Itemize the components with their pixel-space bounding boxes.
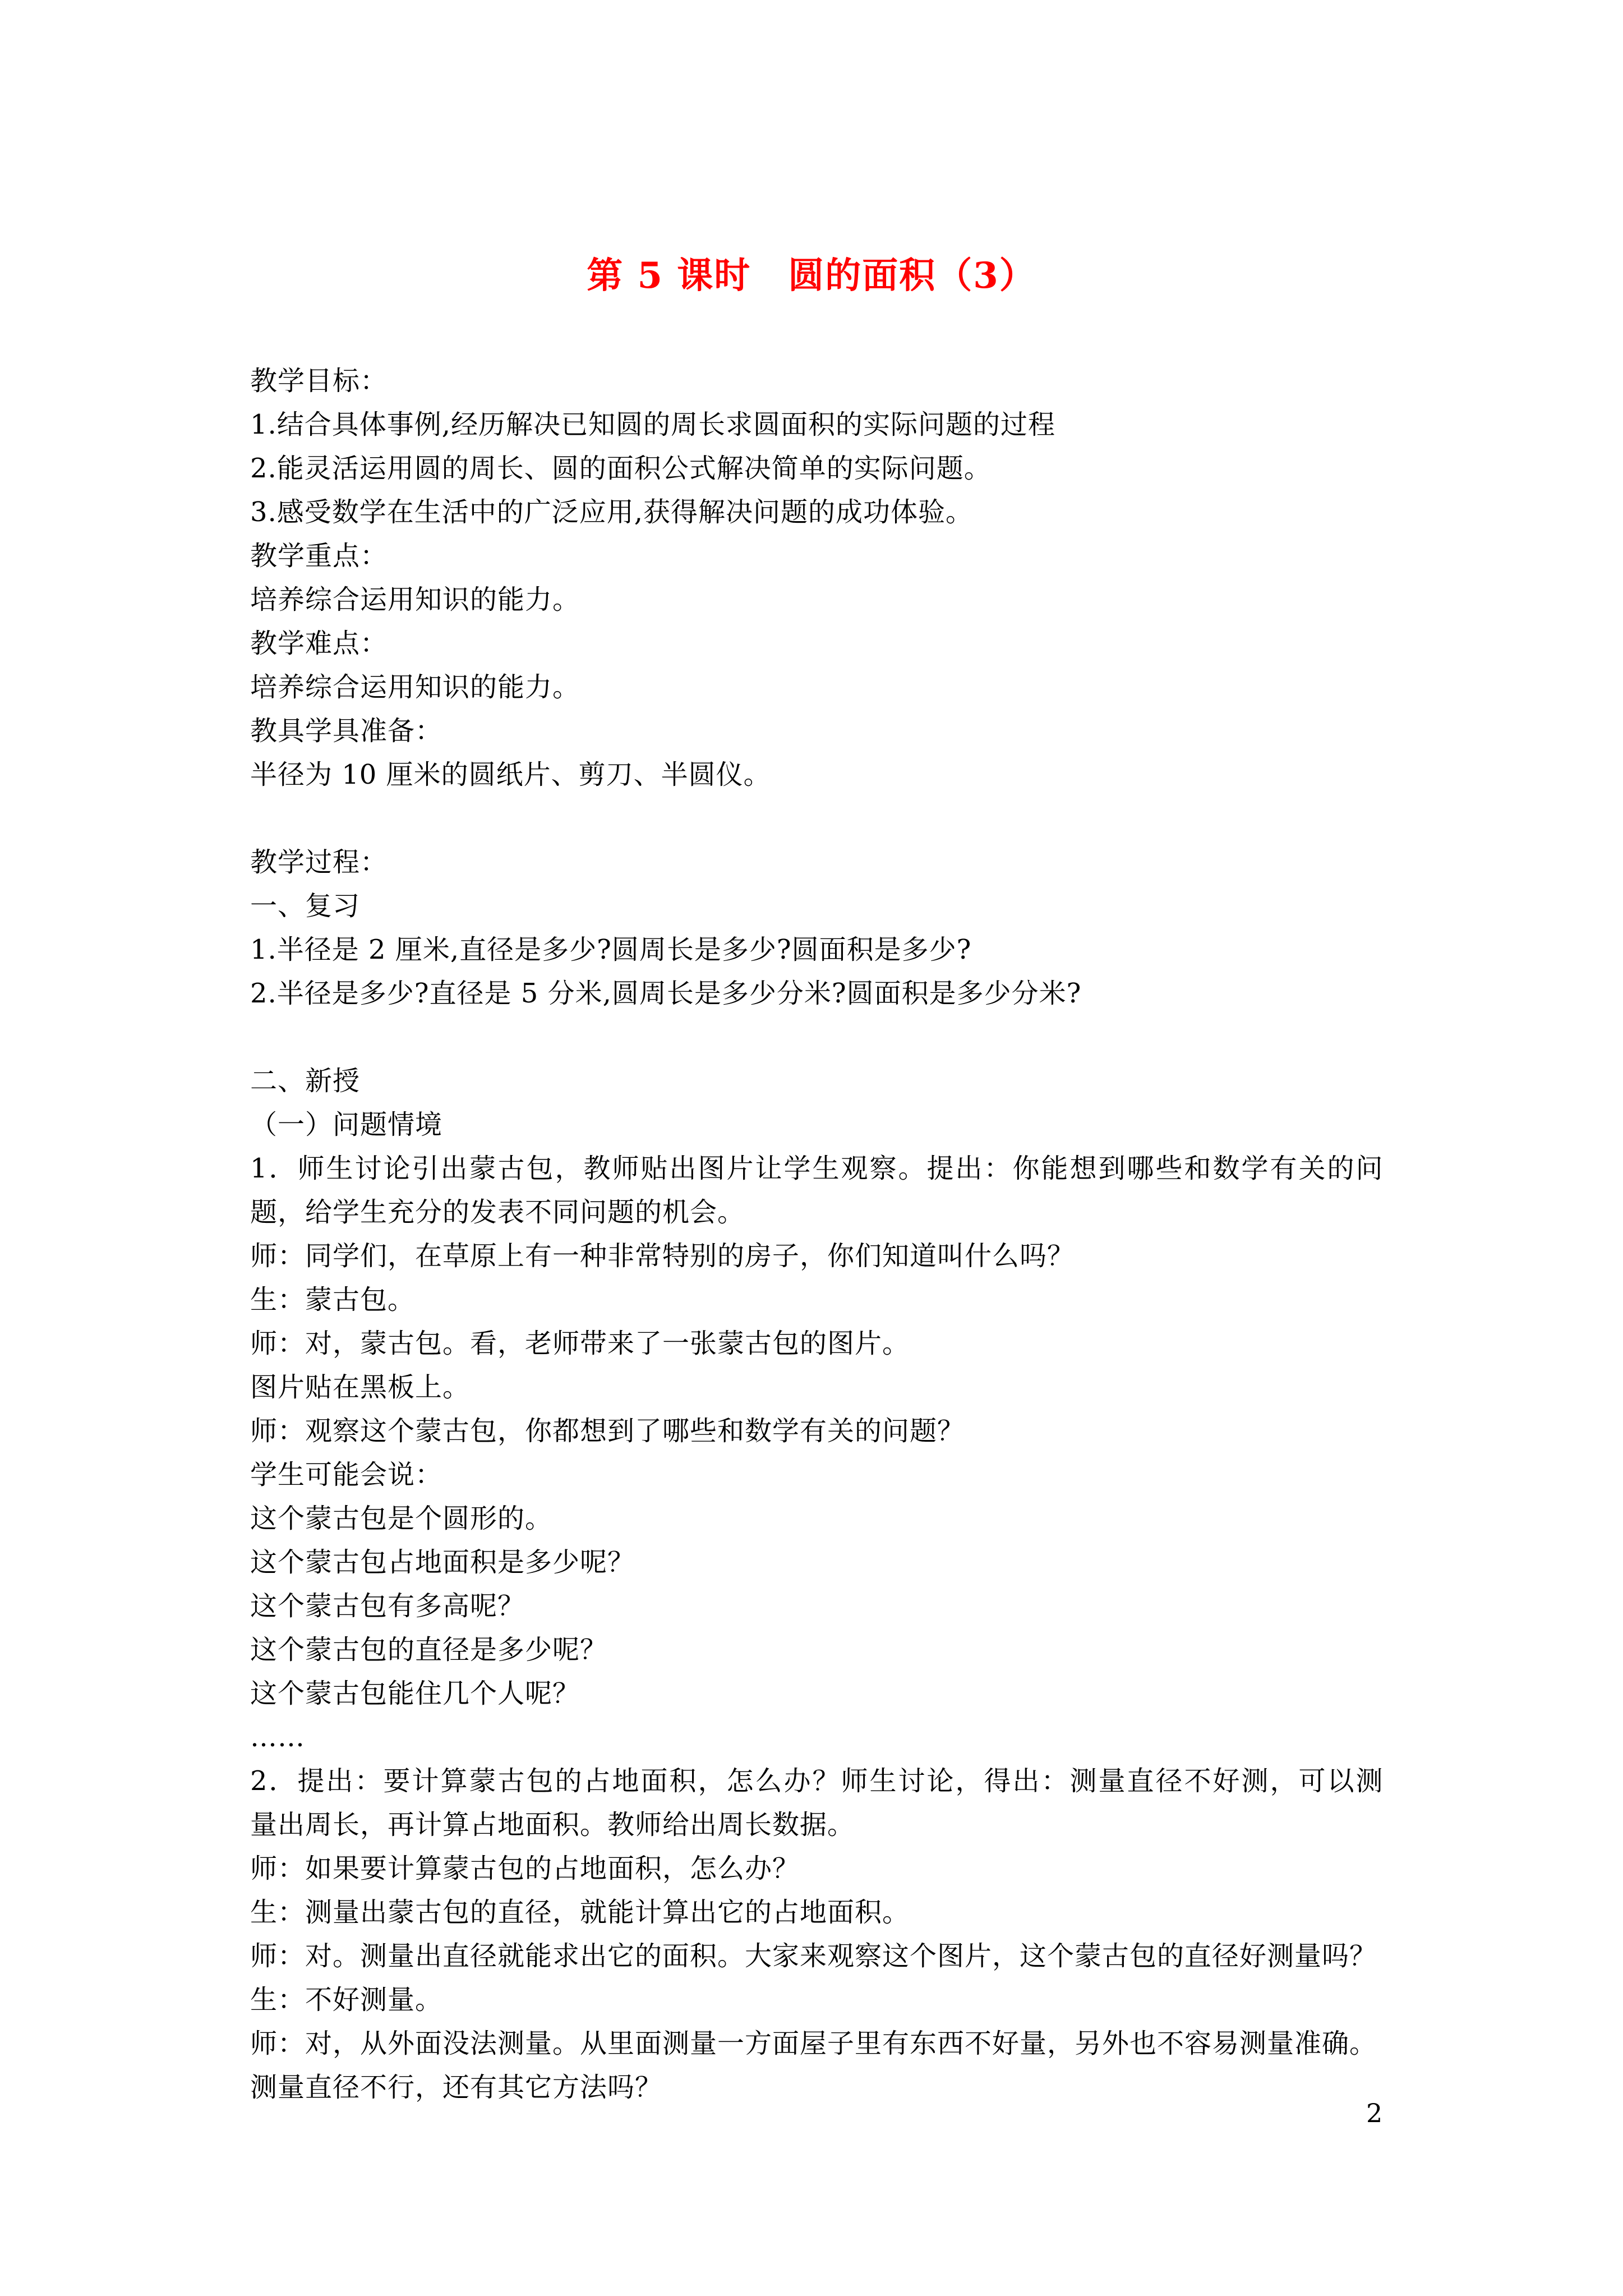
subsection-heading-problem-situation: （一）问题情境	[250, 1109, 443, 1140]
student-answer: 这个蒙古包的直径是多少呢？	[250, 1634, 608, 1665]
dialogue-line: 师：对，蒙古包。看，老师带来了一张蒙古包的图片。	[250, 1328, 910, 1359]
section-heading-objectives: 教学目标：	[250, 365, 388, 397]
subsection-heading-review: 一、复习	[250, 890, 361, 922]
difficulty-text: 培养综合运用知识的能力。	[250, 671, 580, 703]
section-heading-key-points: 教学重点：	[250, 540, 388, 572]
blank-line	[250, 1015, 1394, 1059]
blank-line	[250, 797, 1394, 840]
paragraph-line: 量出周长，再计算占地面积。教师给出周长数据。	[250, 1809, 855, 1841]
subsection-heading-new-lesson: 二、新授	[250, 1065, 361, 1097]
student-answer: 这个蒙古包是个圆形的。	[250, 1503, 553, 1534]
key-point-text: 培养综合运用知识的能力。	[250, 584, 580, 615]
ellipsis: ……	[250, 1722, 305, 1753]
dialogue-line: 师：如果要计算蒙古包的占地面积，怎么办？	[250, 1853, 800, 1884]
objective-item: 1.结合具体事例,经历解决已知圆的周长求圆面积的实际问题的过程	[250, 409, 1056, 440]
student-answer: 这个蒙古包能住几个人呢？	[250, 1678, 580, 1709]
paragraph-line: 2．提出：要计算蒙古包的占地面积，怎么办？师生讨论，得出：测量直径不好测，可以测	[250, 1765, 1385, 1797]
dialogue-line: 师：观察这个蒙古包，你都想到了哪些和数学有关的问题？	[250, 1415, 965, 1447]
objective-item: 2.能灵活运用圆的周长、圆的面积公式解决简单的实际问题。	[250, 453, 992, 484]
page-title: 第 5 课时 圆的面积（3）	[587, 255, 1036, 297]
dialogue-line: 生：测量出蒙古包的直径，就能计算出它的占地面积。	[250, 1897, 910, 1928]
materials-text: 半径为 10 厘米的圆纸片、剪刀、半圆仪。	[250, 759, 771, 790]
page-number: 2	[1366, 2098, 1383, 2128]
dialogue-line: 师：对，从外面没法测量。从里面测量一方面屋子里有东西不好量，另外也不容易测量准确。	[250, 2028, 1377, 2059]
section-heading-materials: 教具学具准备：	[250, 715, 443, 747]
document-body	[250, 359, 1394, 2109]
paragraph-line: 学生可能会说：	[250, 1459, 443, 1490]
student-answer: 这个蒙古包占地面积是多少呢？	[250, 1547, 635, 1578]
review-question: 2.半径是多少?直径是 5 分米,圆周长是多少分米?圆面积是多少分米?	[250, 978, 1082, 1009]
student-answer: 这个蒙古包有多高呢？	[250, 1590, 525, 1622]
dialogue-line: 生：蒙古包。	[250, 1284, 416, 1315]
paragraph-line: 1．师生讨论引出蒙古包，教师贴出图片让学生观察。提出：你能想到哪些和数学有关的问	[250, 1153, 1385, 1184]
section-heading-process: 教学过程：	[250, 846, 388, 878]
dialogue-line: 师：对。测量出直径就能求出它的面积。大家来观察这个图片，这个蒙古包的直径好测量吗？	[250, 1940, 1377, 1972]
paragraph-line: 测量直径不行，还有其它方法吗？	[250, 2072, 663, 2103]
objective-item: 3.感受数学在生活中的广泛应用,获得解决问题的成功体验。	[250, 496, 974, 528]
section-heading-difficulties: 教学难点：	[250, 628, 388, 659]
paragraph-line: 题，给学生充分的发表不同问题的机会。	[250, 1197, 745, 1228]
paragraph-line: 图片贴在黑板上。	[250, 1372, 471, 1403]
dialogue-line: 师：同学们，在草原上有一种非常特别的房子，你们知道叫什么吗？	[250, 1240, 1075, 1272]
dialogue-line: 生：不好测量。	[250, 1984, 443, 2016]
review-question: 1.半径是 2 厘米,直径是多少?圆周长是多少?圆面积是多少?	[250, 934, 972, 965]
